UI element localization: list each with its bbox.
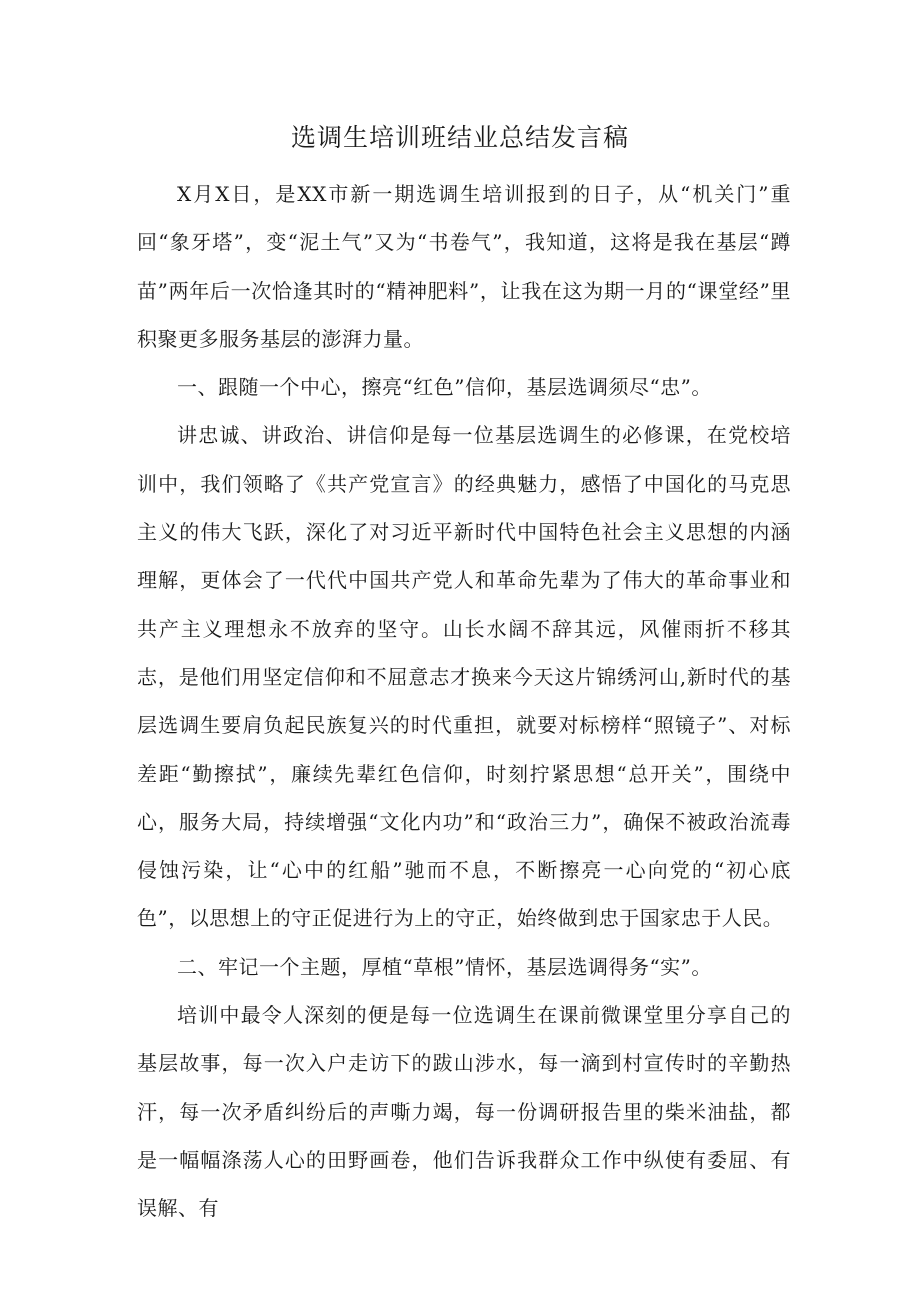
section-heading-1: 一、跟随一个中心，擦亮“红色”信仰，基层选调须尽“忠”。 <box>177 375 712 400</box>
paragraph-intro: X月X日，是XX市新一期选调生培训报到的日子，从“机关门”重回“象牙塔”，变“泥土气”又为“书卷气”，我知道，这将是我在基层“蹲苗”两年后一次恰逢其时的“精神肥料”，让我在这为期一月的“课堂经”里积聚更多服务基层的澎湃力量。 <box>137 182 791 351</box>
paragraph-section-1: 讲忠诚、讲政治、讲信仰是每一位基层选调生的必修课，在党校培训中，我们领略了《共产党宣言》的经典魅力，感悟了中国化的马克思主义的伟大飞跃，深化了对习近平新时代中国特色社会主义思想的内涵理解，更体会了一代代中国共产党人和革命先辈为了伟大的革命事业和共产主义理想永不放弃的坚守。山长水阔不辞其远，风催雨折不移其志，是他们用坚定信仰和不屈意志才换来今天这片锦绣河山,新时代的基层选调生要肩负起民族复兴的时代重担，就要对标榜样“照镜子”、对标差距“勤擦拭”，廉续先辈红色信仰，时刻拧紧思想“总开关”，围绕中心，服务大局，持续增强“文化内功”和“政治三力”，确保不被政治流毒侵蚀污染，让“心中的红船”驰而不息，不断擦亮一心向党的“初心底色”，以思想上的守正促进行为上的守正，始终做到忠于国家忠于人民。 <box>137 423 791 931</box>
section-heading-2: 二、牢记一个主题，厚植“草根”情怀，基层选调得务“实”。 <box>177 954 712 979</box>
document-title: 选调生培训班结业总结发言稿 <box>290 123 629 152</box>
document-body <box>137 170 791 1233</box>
paragraph-section-2: 培训中最令人深刻的便是每一位选调生在课前微课堂里分享自己的基层故事，每一次入户走访下的跋山涉水，每一滴到村宣传时的辛勤热汗，每一次矛盾纠纷后的声嘶力竭，每一份调研报告里的柴米油盐，都是一幅幅涤荡人心的田野画卷，他们告诉我群众工作中纵使有委屈、有误解、有 <box>137 1003 791 1221</box>
